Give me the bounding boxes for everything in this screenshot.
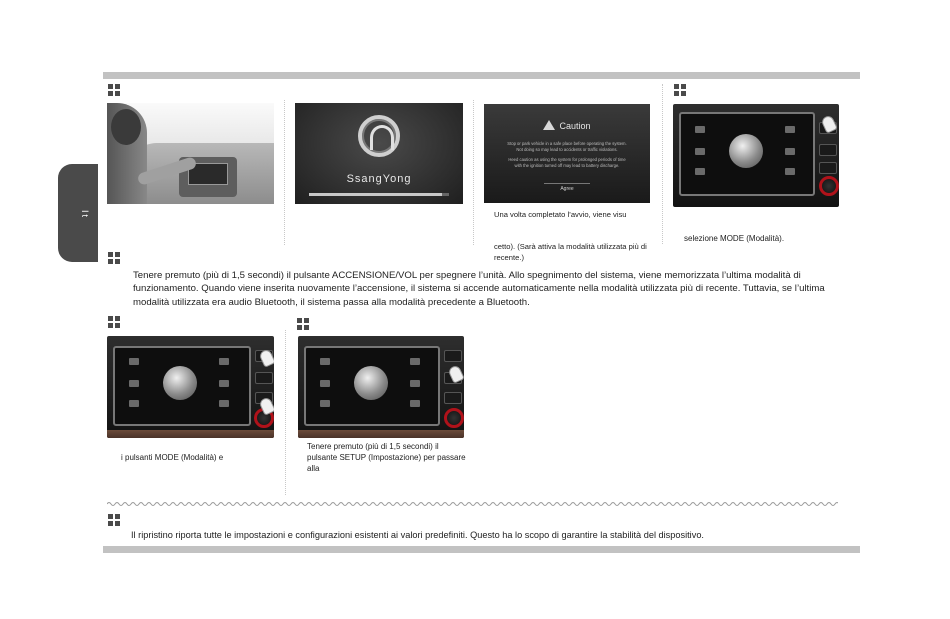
section-marker-icon bbox=[108, 316, 120, 328]
caution-text-line: Not doing so may lead to accidents or traffic violations. bbox=[516, 147, 618, 152]
power-button-icon bbox=[444, 408, 464, 428]
caption-startup: Una volta completato l’avvio, viene visu bbox=[494, 210, 627, 219]
boot-brand-label: SsangYong bbox=[346, 173, 412, 185]
language-side-tab bbox=[58, 164, 98, 262]
car-interior-image bbox=[107, 103, 274, 204]
caution-text-line: Stop or park vehicle in a safe place before operating the system. bbox=[507, 141, 627, 146]
section-marker-icon bbox=[674, 84, 686, 96]
volume-knob-icon bbox=[354, 366, 388, 400]
power-button-icon bbox=[819, 176, 839, 196]
caption-mode-buttons: i pulsanti MODE (Modalità) e bbox=[121, 453, 224, 462]
power-off-paragraph: Tenere premuto (più di 1,5 secondi) il pulsante ACCENSIONE/VOL per spegnere l’unità. Allo spegnimento del sistema, viene memorizzata l’ultima modalità di funzionamento. Quando viene inserita nuovamente l’accensione, il sistema si accende automaticamente nella modalità utilizzata più di recente. Tuttavia, se l’ultima modalità utilizzata era audio Bluetooth, il sistema passa alla modalità precedente a Bluetooth. bbox=[133, 270, 825, 308]
volume-knob-icon bbox=[729, 134, 763, 168]
caption-last-mode: cetto). (Sarà attiva la modalità utilizzata più di recente.) bbox=[494, 242, 647, 262]
caution-title: Caution bbox=[484, 120, 650, 131]
caution-text-line: Heed caution as using the system for prolonged periods of time bbox=[508, 157, 626, 162]
ssangyong-logo-icon bbox=[358, 115, 400, 157]
volume-knob-icon bbox=[163, 366, 197, 400]
footer-bar bbox=[103, 546, 860, 553]
caution-text-line: with the ignition turned off may lead to battery discharge. bbox=[514, 163, 620, 168]
language-tab-label: It bbox=[80, 210, 90, 220]
head-unit-image bbox=[673, 104, 839, 207]
boot-progress-bar bbox=[309, 193, 449, 196]
caption-mode-select: selezione MODE (Modalità). bbox=[684, 234, 785, 243]
head-unit-mode-image bbox=[107, 336, 274, 438]
column-divider bbox=[284, 100, 285, 245]
column-divider bbox=[473, 100, 474, 245]
section-marker-icon bbox=[297, 318, 309, 330]
caution-screen-image bbox=[484, 104, 650, 203]
warning-triangle-icon bbox=[543, 120, 555, 130]
reset-paragraph: Il ripristino riporta tutte le impostazioni e configurazioni esistenti ai valori predefiniti. Questo ha lo scopo di garantire la stabilità del dispositivo. bbox=[131, 530, 704, 540]
caption-setup-hold: Tenere premuto (più di 1,5 secondi) il pulsante SETUP (Impostazione) per passare alla bbox=[307, 442, 466, 473]
section-marker-icon bbox=[108, 252, 120, 264]
wavy-separator bbox=[107, 500, 838, 508]
section-marker-icon bbox=[108, 84, 120, 96]
boot-screen-image bbox=[295, 103, 463, 204]
column-divider bbox=[285, 330, 286, 495]
head-unit-setup-image bbox=[298, 336, 464, 438]
section-marker-icon bbox=[108, 514, 120, 526]
boot-progress-fill bbox=[309, 193, 442, 196]
column-divider bbox=[662, 84, 663, 244]
caution-agree-button: Agree bbox=[544, 183, 590, 194]
header-bar bbox=[103, 72, 860, 79]
